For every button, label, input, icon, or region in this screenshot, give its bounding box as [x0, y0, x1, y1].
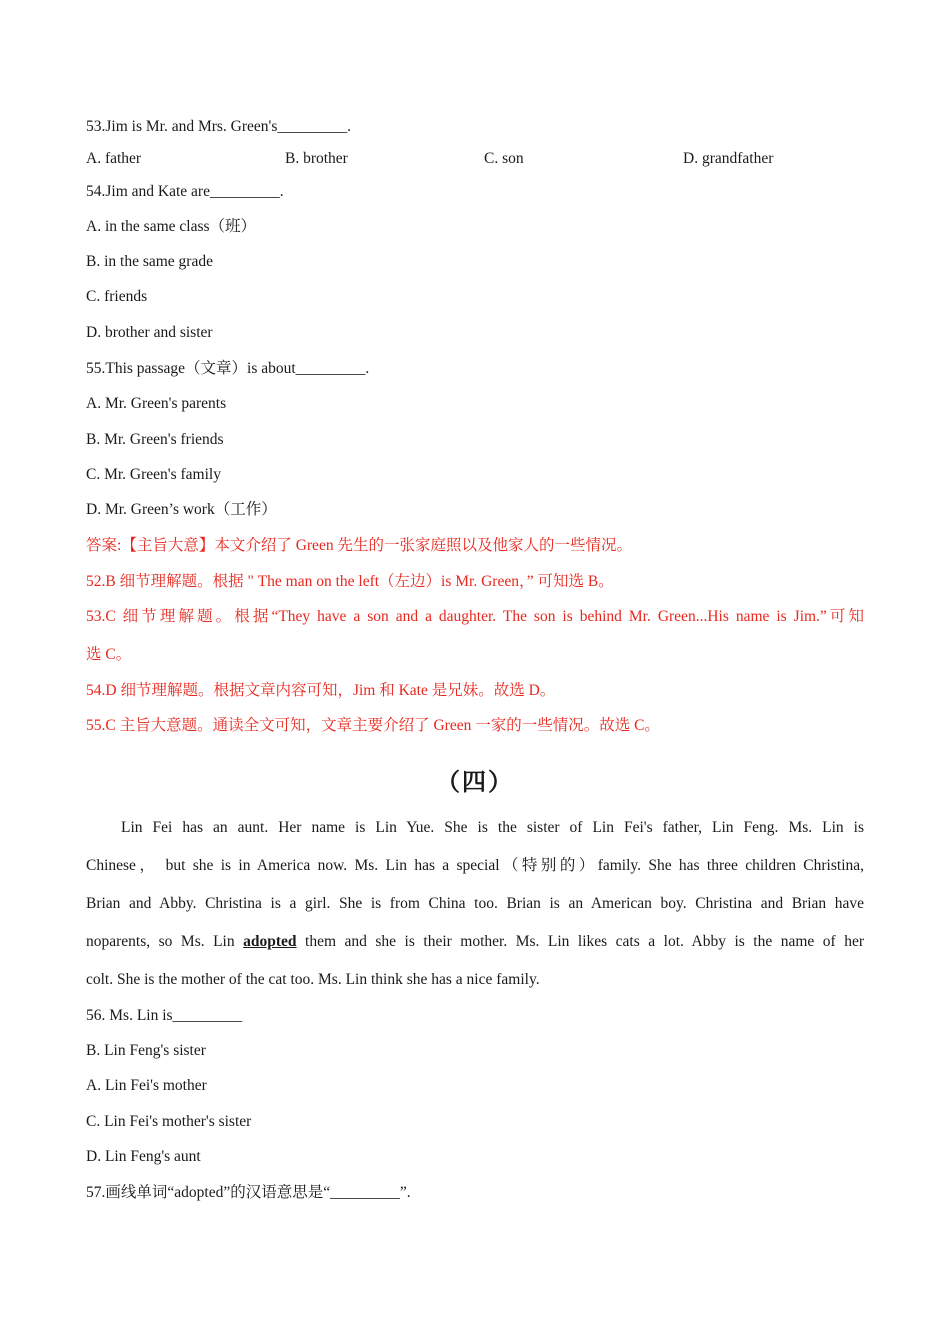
q57-stem: 57.画线单词“adopted”的汉语意思是“_________”.: [86, 1184, 411, 1201]
q54-option-a: A. in the same class（班）: [86, 218, 257, 235]
answer-55: 55.C 主旨大意题。通读全文可知，文章主要介绍了 Green 一家的一些情况。故选 C。: [86, 717, 660, 734]
q56-option-2: A. Lin Fei's mother: [86, 1077, 207, 1094]
section-title: （四）: [436, 770, 514, 796]
passage-line-5: colt. She is the mother of the cat too. Ms. Lin think she has a nice family.: [86, 971, 540, 988]
passage-line-3: Brian and Abby. Christina is a girl. She is from China too. Brian is an American boy. Christina and Brian have: [86, 895, 864, 912]
q56-option-3: C. Lin Fei's mother's sister: [86, 1113, 252, 1130]
q53-option-c: C. son: [484, 150, 524, 167]
q55-option-d: D. Mr. Green’s work（工作）: [86, 501, 277, 518]
underlined-word-adopted: adopted: [243, 933, 297, 950]
passage-line-2: Chinese， but she is in America now. Ms. Lin has a special（特别的）family. She has three children Christina,: [86, 857, 864, 874]
q54-option-d: D. brother and sister: [86, 324, 213, 341]
answer-54: 54.D 细节理解题。根据文章内容可知，Jim 和 Kate 是兄妹。故选 D。: [86, 682, 556, 699]
q55-stem: 55.This passage（文章）is about_________.: [86, 360, 370, 377]
passage-line-4-start: noparents, so Ms. Lin: [86, 933, 244, 950]
answer-intro-text: 本文介绍了 Green 先生的一张家庭照以及他家人的一些情况。: [214, 537, 632, 554]
q53-option-d: D. grandfather: [683, 150, 774, 167]
q55-option-b: B. Mr. Green's friends: [86, 431, 224, 448]
passage-line-1: Lin Fei has an aunt. Her name is Lin Yue. She is the sister of Lin Fei's father, Lin Feng. Ms. Lin is: [121, 819, 864, 836]
q53-option-a: A. father: [86, 150, 142, 167]
q55-option-a: A. Mr. Green's parents: [86, 395, 227, 412]
q54-stem: 54.Jim and Kate are_________.: [86, 183, 284, 200]
q53-option-b: B. brother: [285, 150, 348, 167]
answer-prefix: 答案:: [86, 537, 122, 554]
q54-option-b: B. in the same grade: [86, 253, 213, 270]
answer-52: 52.B 细节理解题。根据 " The man on the left（左边）is Mr. Green，” 可知选 B。: [86, 573, 614, 590]
q56-stem: 56. Ms. Lin is_________: [86, 1007, 243, 1024]
answer-53-line2: 选 C。: [86, 646, 132, 663]
q53-stem: 53.Jim is Mr. and Mrs. Green's_________.: [86, 118, 351, 135]
answer-intro: [86, 536, 632, 556]
passage-line-4-end: them and she is their mother. Ms. Lin likes cats a lot. Abby is the name of her: [296, 933, 864, 950]
answer-tag: 【主旨大意】: [121, 537, 215, 554]
answer-53-line1: 53.C 细节理解题。根据“They have a son and a daughter. The son is behind Mr. Green...His name is Jim.”可知: [86, 608, 864, 625]
q54-option-c: C. friends: [86, 288, 148, 305]
q55-option-c: C. Mr. Green's family: [86, 466, 221, 483]
q56-option-1: B. Lin Feng's sister: [86, 1042, 206, 1059]
passage-line-4: [86, 932, 864, 952]
q56-option-4: D. Lin Feng's aunt: [86, 1148, 201, 1165]
